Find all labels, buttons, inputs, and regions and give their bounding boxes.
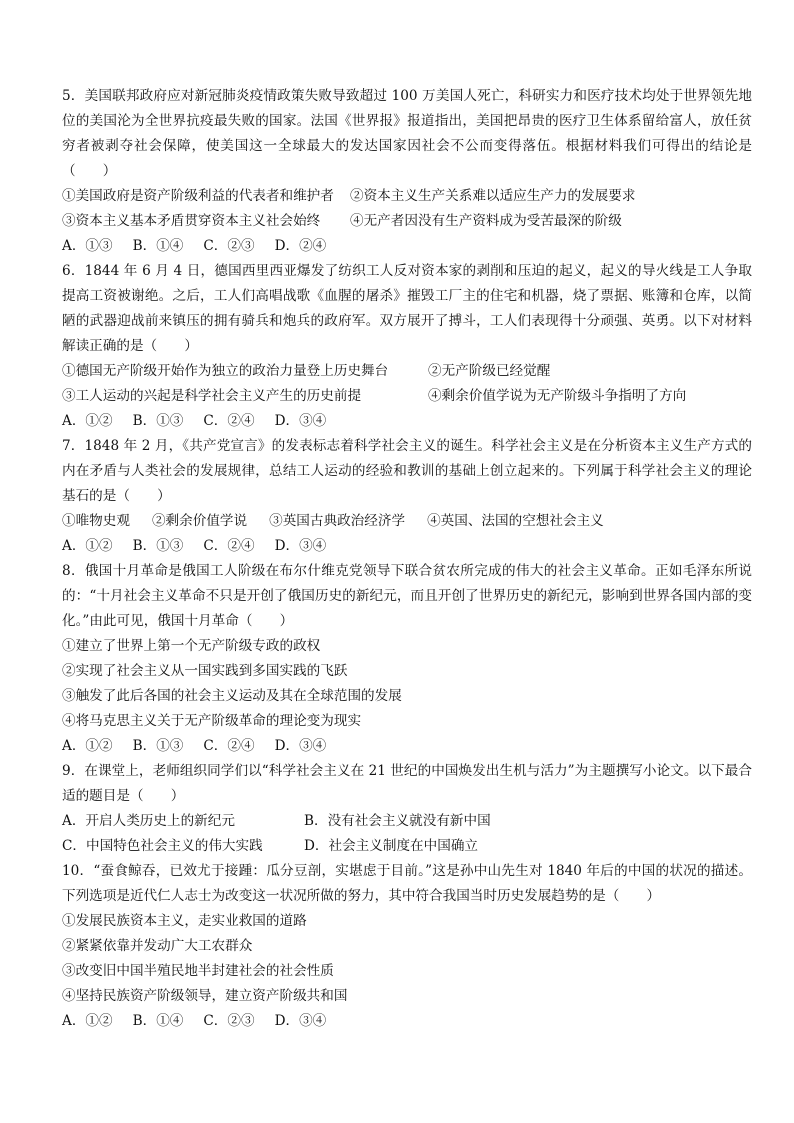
statement-2: ②无产阶级已经觉醒 [428,363,551,379]
option-d[interactable]: D．③④ [274,738,327,754]
option-a[interactable]: A．①② [62,1013,113,1029]
statement-row [62,384,752,409]
statement-1: ①建立了世界上第一个无产阶级专政的政权 [62,638,321,654]
statement-4: ④无产者因没有生产资料成为受苦最深的阶级 [350,213,622,229]
option-a[interactable]: A．开启人类历史上的新纪元 [62,813,235,829]
answer-options [62,834,752,859]
option-c[interactable]: C．②④ [203,538,255,554]
statement-2: ②资本主义生产关系难以适应生产力的发展要求 [350,188,636,204]
option-a[interactable]: A．①② [62,413,113,429]
statement-4: ④英国、法国的空想社会主义 [427,513,604,529]
question-6 [62,259,752,434]
option-b[interactable]: B．没有社会主义就没有新中国 [304,813,491,829]
option-b[interactable]: B．①③ [132,413,184,429]
answer-options [62,534,752,559]
answer-options [62,409,752,434]
answer-options [62,734,752,759]
statement-2: ②实现了社会主义从一国实践到多国实践的飞跃 [62,663,348,679]
option-b[interactable]: B．①③ [132,538,184,554]
option-a[interactable]: A．①③ [62,238,113,254]
statement-1: ①唯物史观 [62,513,130,529]
option-b[interactable]: B．①④ [132,238,184,254]
statement-2: ②紧紧依靠并发动广大工农群众 [62,938,253,954]
answer-options [62,809,752,834]
option-c[interactable]: C．中国特色社会主义的伟大实践 [62,838,263,854]
question-stem: 9．在课堂上，老师组织同学们以“科学社会主义在 21 世纪的中国焕发出生机与活力”为主题撰写小论文。以下最合适的题目是（ ） [62,763,752,804]
statement-4: ④坚持民族资产阶级领导，建立资产阶级共和国 [62,988,348,1004]
option-b[interactable]: B．①③ [132,738,184,754]
exam-page [62,84,752,1034]
question-7 [62,434,752,559]
question-8 [62,559,752,759]
statement-3: ③工人运动的兴起是科学社会主义产生的历史前提 [62,388,362,404]
question-10 [62,859,752,1034]
statement-2: ②剩余价值学说 [151,513,248,529]
answer-options [62,234,752,259]
option-d[interactable]: D．③④ [274,538,327,554]
option-d[interactable]: D．社会主义制度在中国确立 [304,838,479,854]
question-9 [62,759,752,859]
statement-4: ④剩余价值学说为无产阶级斗争指明了方向 [428,388,687,404]
statement-row [62,509,752,534]
statement-3: ③英国古典政治经济学 [269,513,406,529]
statement-1: ①发展民族资本主义，走实业救国的道路 [62,913,307,929]
question-stem: 6．1844 年 6 月 4 日，德国西里西亚爆发了纺织工人反对资本家的剥削和压迫的起义，起义的导火线是工人争取提高工资被谢绝。之后，工人们高唱战歌《血腥的屠杀》摧毁工厂主的住宅和机器，烧了票据、账簿和仓库，以简陋的武器迎战前来镇压的拥有骑兵和炮兵的政府军。双方展开了搏斗，工人们表现得十分顽强、英勇。以下对材料解读正确的是（ ） [62,263,752,354]
answer-options [62,1009,752,1034]
statement-row [62,209,752,234]
option-c[interactable]: C．②④ [203,738,255,754]
option-a[interactable]: A．①② [62,738,113,754]
question-stem: 10．“蚕食鲸吞，已效尤于接踵：瓜分豆剖，实堪虑于目前。”这是孙中山先生对 1840 年后的中国的状况的描述。下列选项是近代仁人志士为改变这一状况所做的努力，其中符合我国当时历史发展趋势的是（ ） [62,863,752,904]
statement-3: ③资本主义基本矛盾贯穿资本主义社会始终 [62,213,321,229]
question-stem: 8．俄国十月革命是俄国工人阶级在布尔什维克党领导下联合贫农所完成的伟大的社会主义革命。正如毛泽东所说的：“十月社会主义革命不只是开创了俄国历史的新纪元，而且开创了世界历史的新纪元，影响到世界各国内部的变化。”由此可见，俄国十月革命（ ） [62,563,752,629]
statement-4: ④将马克思主义关于无产阶级革命的理论变为现实 [62,713,362,729]
statement-row [62,184,752,209]
option-d[interactable]: D．②④ [274,238,327,254]
option-c[interactable]: C．②④ [203,413,255,429]
option-b[interactable]: B．①④ [132,1013,184,1029]
statement-1: ①德国无产阶级开始作为独立的政治力量登上历史舞台 [62,363,389,379]
option-c[interactable]: C．②③ [203,1013,255,1029]
statement-1: ①美国政府是资产阶级利益的代表者和维护者 [62,188,334,204]
statement-row [62,359,752,384]
question-stem: 5．美国联邦政府应对新冠肺炎疫情政策失败导致超过 100 万美国人死亡，科研实力和医疗技术均处于世界领先地位的美国沦为全世界抗疫最失败的国家。法国《世界报》报道指出，美国把昂贵的医疗卫生体系留给富人，放任贫穷者被剥夺社会保障，使美国这一全球最大的发达国家因社会不公而变得落伍。根据材料我们可得出的结论是（ ） [62,88,752,179]
statement-3: ③触发了此后各国的社会主义运动及其在全球范围的发展 [62,688,402,704]
question-stem: 7．1848 年 2 月，《共产党宣言》的发表标志着科学社会主义的诞生。科学社会主义是在分析资本主义生产方式的内在矛盾与人类社会的发展规律，总结工人运动的经验和教训的基础上创立起来的。下列属于科学社会主义的理论基石的是（ ） [62,438,752,504]
question-5 [62,84,752,259]
option-c[interactable]: C．②③ [203,238,255,254]
option-a[interactable]: A．①② [62,538,113,554]
statement-3: ③改变旧中国半殖民地半封建社会的社会性质 [62,963,334,979]
option-d[interactable]: D．③④ [274,413,327,429]
option-d[interactable]: D．③④ [274,1013,327,1029]
